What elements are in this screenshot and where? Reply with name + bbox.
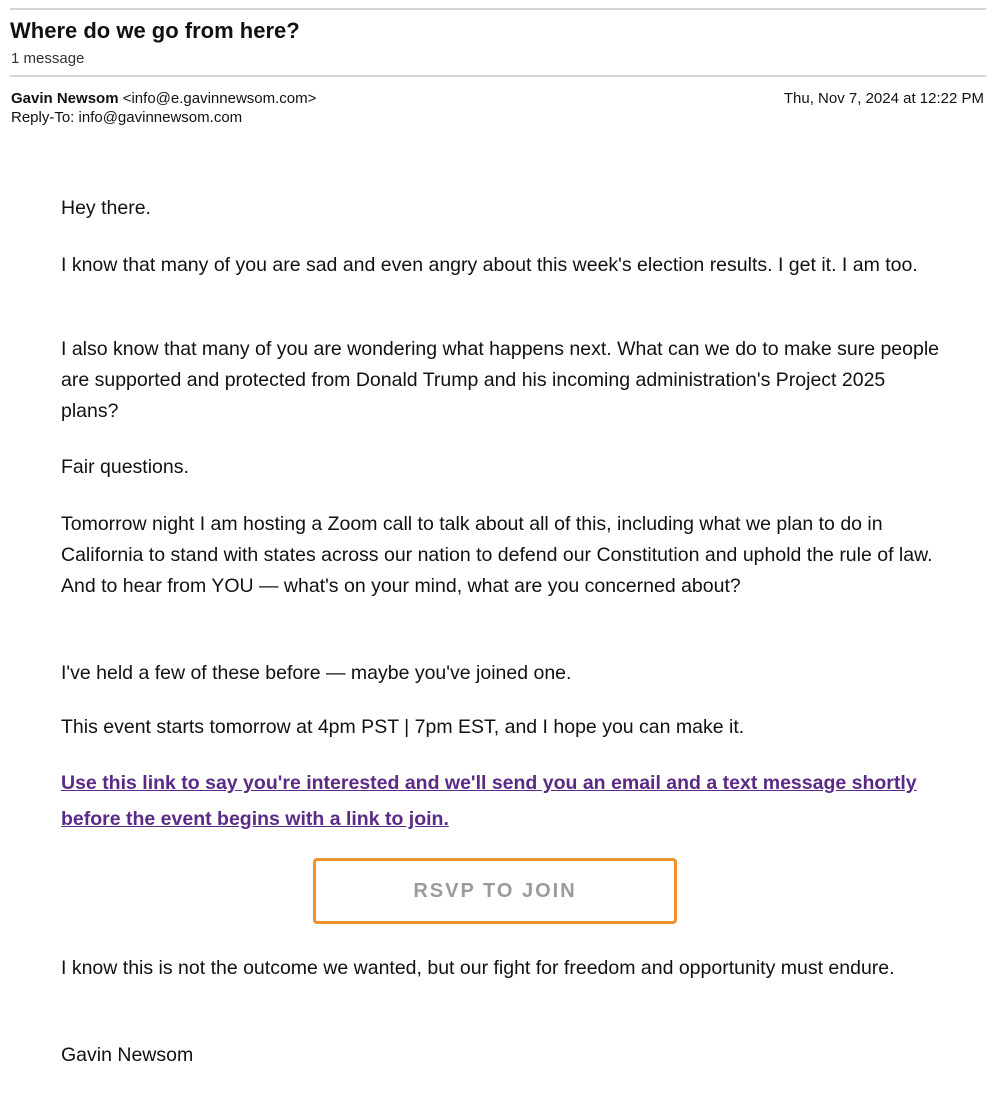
paragraph-closing: I know this is not the outcome we wanted, but our fight for freedom and opportunity must endure.: [61, 957, 895, 979]
paragraph-fair-questions: Fair questions.: [61, 456, 189, 478]
paragraph-zoom-call: Tomorrow night I am hosting a Zoom call to talk about all of this, including what we plan to do in California to stand with states across our nation to defend our Constitution and uphold the rule of law. And to hear from YOU — what's on your mind, what are you concerned about?: [61, 513, 933, 597]
greeting: Hey there.: [61, 197, 151, 219]
paragraph-election-results: I know that many of you are sad and even angry about this week's election results. I get it. I am too.: [61, 254, 918, 276]
signature: Gavin Newsom: [61, 1044, 194, 1066]
email-subject: Where do we go from here?: [10, 18, 300, 43]
header-top-divider: [10, 8, 986, 10]
paragraph-what-next: I also know that many of you are wondering what happens next. What can we do to make sure people are supported and protected from Donald Trump and his incoming administration's Project 2025 plans?: [61, 338, 940, 422]
paragraph-event-time: This event starts tomorrow at 4pm PST | 7pm EST, and I hope you can make it.: [61, 716, 745, 738]
sender-name[interactable]: Gavin Newsom: [11, 90, 119, 107]
message-count: 1 message: [11, 50, 85, 67]
sender-line: [11, 90, 316, 107]
reply-to-line: Reply-To: info@gavinnewsom.com: [11, 109, 243, 126]
rsvp-interest-link[interactable]: Use this link to say you're interested and we'll send you an email and a text message shortly before the event begins with a link to join.: [61, 772, 917, 830]
header-divider: [10, 75, 986, 77]
paragraph-held-before: I've held a few of these before — maybe you've joined one.: [61, 662, 572, 684]
sender-email[interactable]: <info@e.gavinnewsom.com>: [122, 90, 317, 107]
rsvp-to-join-button[interactable]: RSVP TO JOIN: [313, 858, 677, 924]
email-date: Thu, Nov 7, 2024 at 12:22 PM: [783, 90, 984, 107]
